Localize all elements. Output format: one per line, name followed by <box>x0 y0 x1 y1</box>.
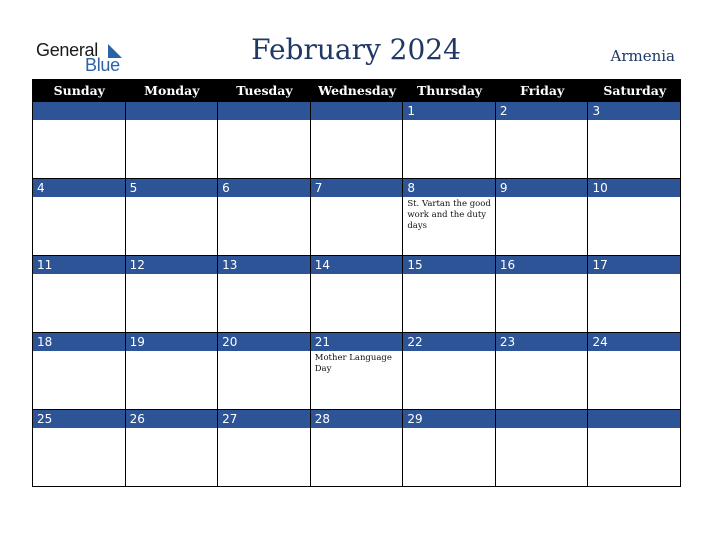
day-number: 7 <box>311 179 403 197</box>
calendar-grid <box>32 79 681 487</box>
day-number <box>311 102 403 120</box>
day-number: 13 <box>218 256 310 274</box>
day-cell[interactable] <box>496 179 589 256</box>
week-row <box>33 256 681 333</box>
week-row <box>33 179 681 256</box>
day-number: 2 <box>496 102 588 120</box>
day-number: 1 <box>403 102 495 120</box>
day-number: 10 <box>588 179 680 197</box>
day-number: 18 <box>33 333 125 351</box>
day-cell[interactable] <box>126 179 219 256</box>
day-number: 4 <box>33 179 125 197</box>
day-number: 22 <box>403 333 495 351</box>
weekday-monday: Monday <box>144 83 200 98</box>
day-cell[interactable] <box>311 256 404 333</box>
logo-text-blue: Blue <box>85 55 120 75</box>
day-number: 20 <box>218 333 310 351</box>
day-number <box>496 410 588 428</box>
day-cell[interactable] <box>588 333 681 410</box>
day-cell[interactable] <box>218 179 311 256</box>
day-cell[interactable] <box>33 256 126 333</box>
weekday-thursday: Thursday <box>416 83 483 98</box>
weeks-container <box>33 102 681 487</box>
country-label: Armenia <box>610 47 675 65</box>
day-number: 26 <box>126 410 218 428</box>
weekday-saturday: Saturday <box>603 83 667 98</box>
day-number: 29 <box>403 410 495 428</box>
day-number: 11 <box>33 256 125 274</box>
day-cell[interactable] <box>33 179 126 256</box>
logo-text-general: General <box>36 40 98 60</box>
day-number: 12 <box>126 256 218 274</box>
day-cell[interactable] <box>403 179 496 256</box>
day-number: 28 <box>311 410 403 428</box>
day-number: 21 <box>311 333 403 351</box>
weekday-tuesday: Tuesday <box>236 83 293 98</box>
day-number: 23 <box>496 333 588 351</box>
day-number: 6 <box>218 179 310 197</box>
day-cell[interactable] <box>33 333 126 410</box>
day-cell[interactable] <box>588 102 681 179</box>
weekday-sunday: Sunday <box>53 83 105 98</box>
day-number <box>218 102 310 120</box>
day-number: 5 <box>126 179 218 197</box>
day-cell[interactable] <box>496 333 589 410</box>
day-cell[interactable] <box>403 333 496 410</box>
day-number: 16 <box>496 256 588 274</box>
day-number: 9 <box>496 179 588 197</box>
day-cell[interactable] <box>588 179 681 256</box>
weekday-header-row <box>33 80 681 102</box>
day-cell[interactable] <box>311 410 404 487</box>
day-cell[interactable] <box>496 410 589 487</box>
day-cell[interactable] <box>403 410 496 487</box>
day-number: 19 <box>126 333 218 351</box>
calendar-title: February 2024 <box>251 33 461 66</box>
week-row <box>33 333 681 410</box>
day-number: 3 <box>588 102 680 120</box>
day-number: 14 <box>311 256 403 274</box>
day-cell[interactable] <box>311 102 404 179</box>
day-number <box>33 102 125 120</box>
day-cell[interactable] <box>311 333 404 410</box>
day-cell[interactable] <box>126 410 219 487</box>
holiday-event: Mother Language Day <box>314 353 392 374</box>
week-row <box>33 102 681 179</box>
day-cell[interactable] <box>218 410 311 487</box>
day-cell[interactable] <box>218 256 311 333</box>
day-number: 17 <box>588 256 680 274</box>
day-number <box>126 102 218 120</box>
day-cell[interactable] <box>496 256 589 333</box>
holiday-event: St. Vartan the good work and the duty days <box>407 199 491 231</box>
day-cell[interactable] <box>126 102 219 179</box>
day-cell[interactable] <box>218 333 311 410</box>
day-cell[interactable] <box>311 179 404 256</box>
day-number: 8 <box>403 179 495 197</box>
day-cell[interactable] <box>126 333 219 410</box>
day-cell[interactable] <box>33 102 126 179</box>
day-cell[interactable] <box>403 256 496 333</box>
day-cell[interactable] <box>218 102 311 179</box>
day-number: 15 <box>403 256 495 274</box>
day-cell[interactable] <box>33 410 126 487</box>
weekday-wednesday: Wednesday <box>318 83 396 98</box>
day-number <box>588 410 680 428</box>
day-cell[interactable] <box>496 102 589 179</box>
week-row <box>33 410 681 487</box>
day-cell[interactable] <box>126 256 219 333</box>
day-number: 25 <box>33 410 125 428</box>
day-cell[interactable] <box>403 102 496 179</box>
weekday-friday: Friday <box>520 83 565 98</box>
day-number: 24 <box>588 333 680 351</box>
day-number: 27 <box>218 410 310 428</box>
day-cell[interactable] <box>588 256 681 333</box>
day-cell[interactable] <box>588 410 681 487</box>
